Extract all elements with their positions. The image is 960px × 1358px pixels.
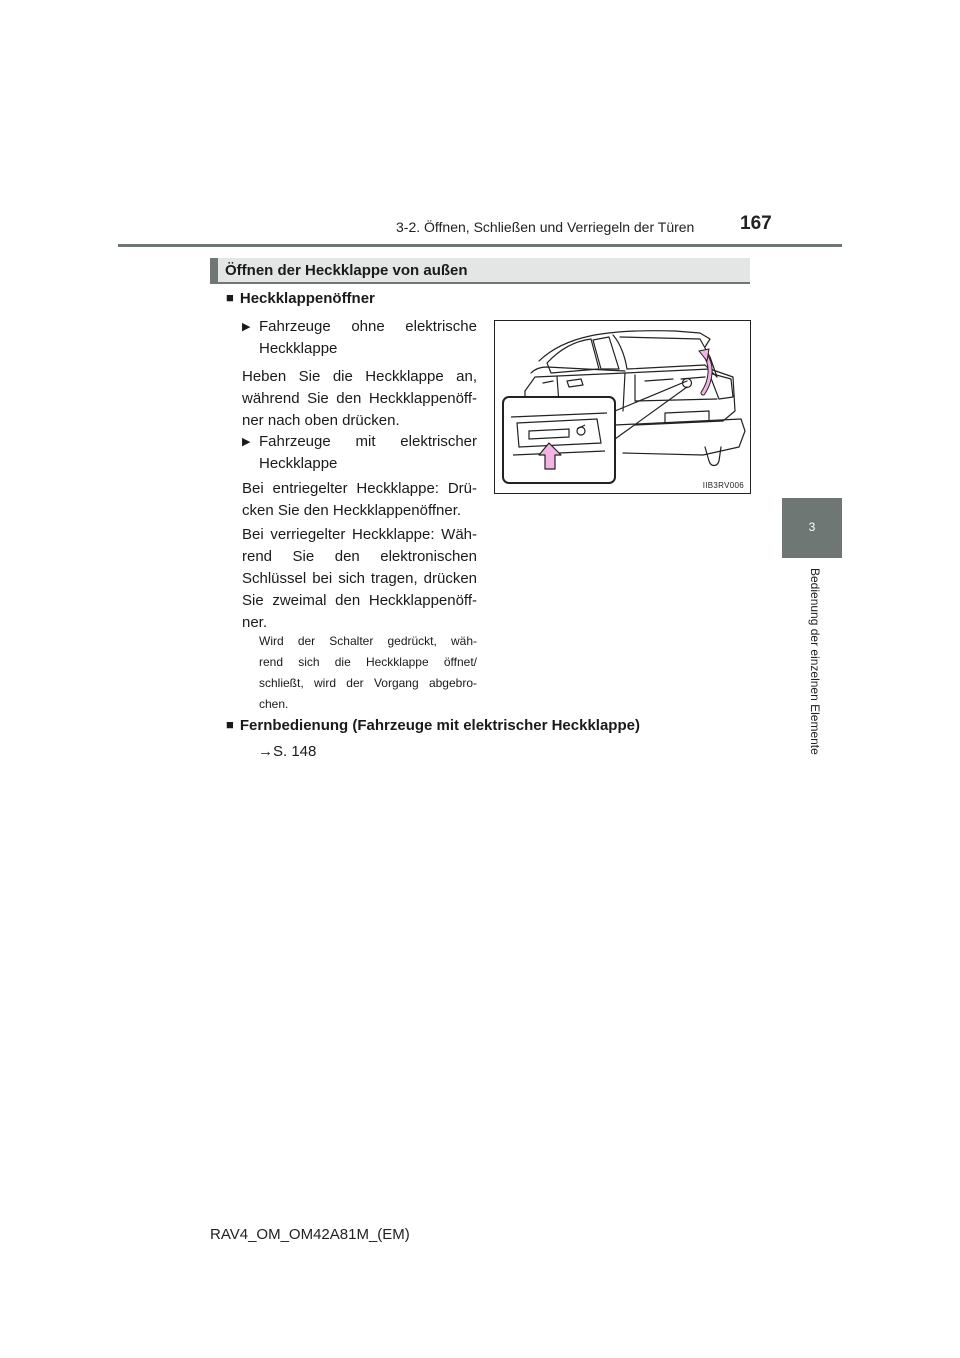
paragraph-line: rend Sie den elektronischen bbox=[242, 548, 477, 565]
paragraph-line: cken Sie den Heckklappenöffner. bbox=[242, 502, 462, 519]
note-line: schließt, wird der Vorgang abgebro- bbox=[259, 676, 477, 690]
bullet-item bbox=[242, 316, 477, 360]
subsection-heading-text: Heckklappenöffner bbox=[239, 290, 375, 307]
square-bullet-icon: ■ bbox=[226, 290, 234, 305]
subsection-heading bbox=[226, 290, 375, 307]
paragraph-line: während Sie den Heckklappenöff- bbox=[242, 390, 477, 407]
paragraph-line: Bei verriegelter Heckklappe: Wäh- bbox=[242, 526, 477, 543]
paragraph-line: Schlüssel bei sich tragen, drücken bbox=[242, 570, 477, 587]
bullet-text-line: Heckklappe bbox=[259, 340, 338, 357]
note-line: rend sich die Heckklappe öffnet/ bbox=[259, 655, 477, 669]
section-title: Öffnen der Heckklappe von außen bbox=[225, 262, 468, 279]
note-paragraph bbox=[259, 631, 477, 715]
body-paragraph bbox=[242, 366, 477, 432]
subsection-heading bbox=[226, 717, 640, 734]
figure-code: IIB3RV006 bbox=[702, 481, 744, 490]
page-reference: →S. 148 bbox=[258, 743, 317, 760]
chapter-tab-number: 3 bbox=[808, 520, 816, 534]
body-paragraph bbox=[242, 478, 477, 522]
paragraph-line: Sie zweimal den Heckklappenöff- bbox=[242, 592, 477, 609]
triangle-bullet-icon: ▶ bbox=[242, 436, 251, 448]
paragraph-line: Bei entriegelter Heckklappe: Drü- bbox=[242, 480, 477, 497]
paragraph-line: ner. bbox=[242, 614, 268, 631]
bullet-item bbox=[242, 431, 477, 475]
header-rule bbox=[118, 244, 842, 247]
chapter-title: 3-2. Öffnen, Schließen und Verriegeln der Türen bbox=[396, 219, 695, 235]
note-line: chen. bbox=[259, 697, 289, 711]
manual-id: RAV4_OM_OM42A81M_(EM) bbox=[210, 1226, 410, 1243]
bullet-text-line: Heckklappe bbox=[259, 455, 338, 472]
note-line: Wird der Schalter gedrückt, wäh- bbox=[259, 634, 477, 648]
section-title-accent bbox=[210, 258, 218, 284]
subsection-heading-text: Fernbedienung (Fahrzeuge mit elektrischer Heckklappe) bbox=[239, 717, 640, 734]
page-number: 167 bbox=[740, 213, 772, 234]
triangle-bullet-icon: ▶ bbox=[242, 321, 251, 333]
car-rear-illustration bbox=[495, 321, 750, 493]
paragraph-line: ner nach oben drücken. bbox=[242, 412, 400, 429]
square-bullet-icon: ■ bbox=[226, 717, 234, 732]
paragraph-line: Heben Sie die Heckklappe an, bbox=[242, 368, 477, 385]
bullet-text-line: Fahrzeuge ohne elektrische bbox=[259, 318, 477, 335]
bullet-text-line: Fahrzeuge mit elektrischer bbox=[259, 433, 477, 450]
chapter-tab-label: Bedienung der einzelnen Elemente bbox=[808, 568, 822, 755]
tailgate-figure bbox=[494, 320, 751, 494]
body-paragraph bbox=[242, 524, 477, 634]
